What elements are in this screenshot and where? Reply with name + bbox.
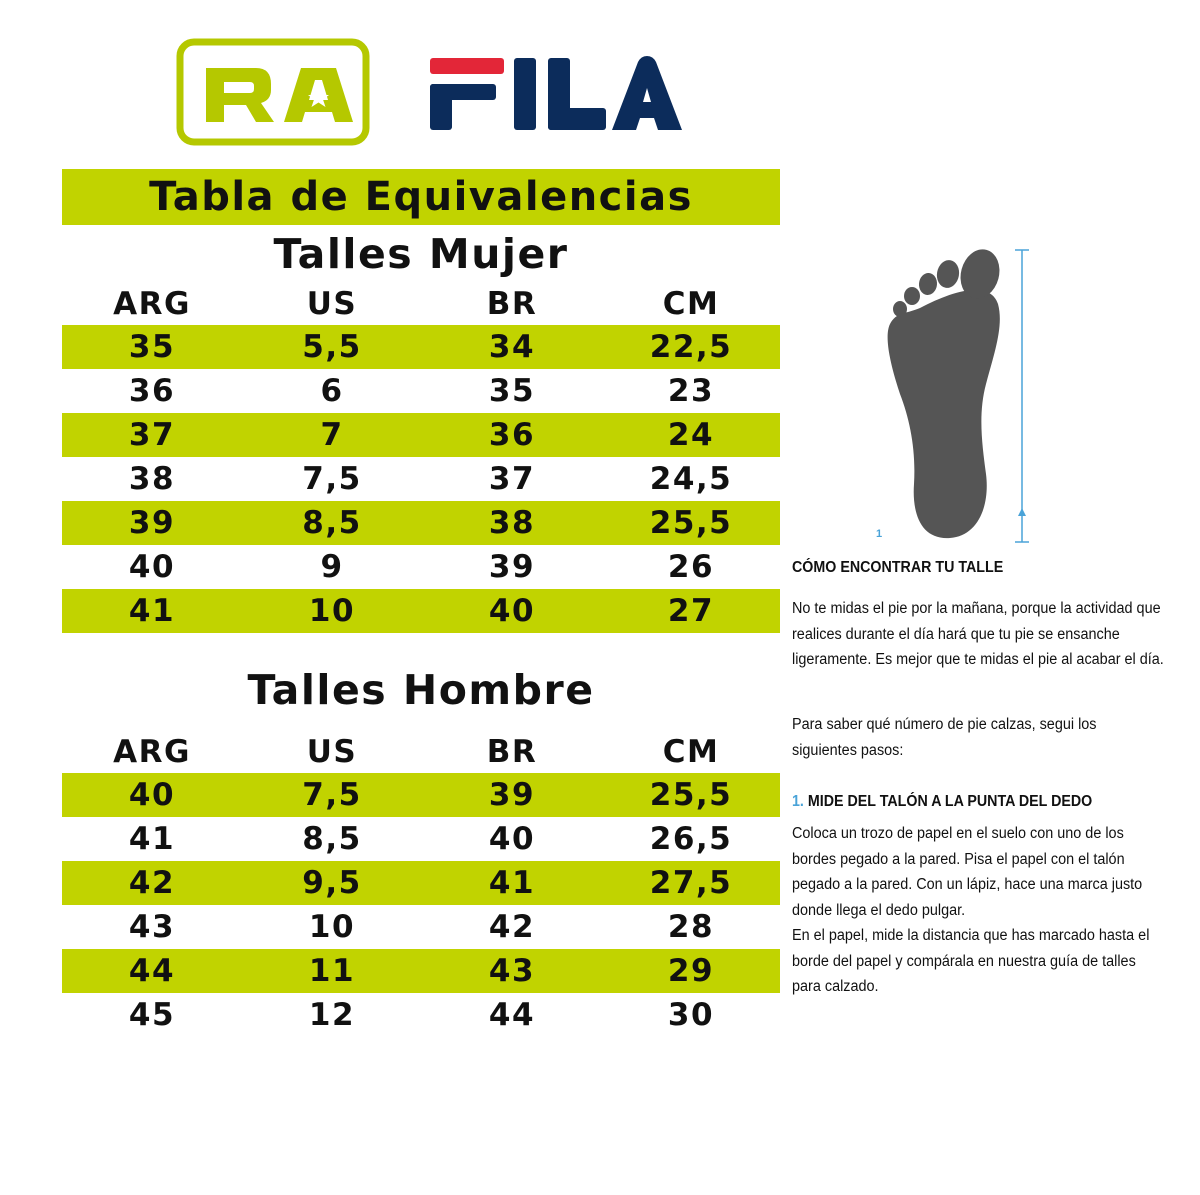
cell-arg: 41	[128, 821, 176, 857]
cell-cm: 24	[667, 417, 715, 453]
header-arg: ARG	[113, 286, 191, 322]
cell-us: 9	[320, 549, 344, 585]
cell-cm: 25,5	[649, 777, 733, 813]
table-row	[62, 325, 780, 369]
foot-marker-label: 1	[876, 528, 883, 540]
cell-arg: 38	[128, 461, 176, 497]
cell-us: 7,5	[302, 461, 362, 497]
cell-cm: 27,5	[649, 865, 733, 901]
step-title: MIDE DEL TALÓN A LA PUNTA DEL DEDO	[807, 793, 1093, 810]
cell-cm: 28	[667, 909, 715, 945]
table-row	[62, 905, 780, 949]
step-number: 1.	[792, 793, 804, 810]
cell-br: 38	[488, 505, 536, 541]
step-paragraph: Coloca un trozo de papel en el suelo con uno de los bordes pegado a la pared. Pisa el papel con el talón pegado a la pared. Con un lápiz, hace una marca justo donde llega el dedo pulgar.	[792, 825, 1143, 919]
cell-us: 7	[320, 417, 344, 453]
cell-us: 5,5	[302, 329, 362, 365]
cell-arg: 44	[128, 953, 176, 989]
table-header-row	[62, 283, 780, 325]
page-title: Tabla de Equivalencias	[149, 174, 693, 220]
cell-arg: 40	[128, 777, 176, 813]
cell-cm: 26	[667, 549, 715, 585]
step-1-heading	[792, 793, 1092, 811]
cell-br: 37	[488, 461, 536, 497]
cell-us: 10	[308, 909, 356, 945]
cell-br: 39	[488, 549, 536, 585]
cell-us: 11	[308, 953, 356, 989]
header-us: US	[306, 734, 358, 770]
table-row	[62, 545, 780, 589]
cell-br: 43	[488, 953, 536, 989]
table-row	[62, 817, 780, 861]
table-header-row	[62, 731, 780, 773]
cell-arg: 45	[128, 997, 176, 1033]
header-cm: CM	[662, 286, 720, 322]
cell-br: 42	[488, 909, 536, 945]
cell-br: 39	[488, 777, 536, 813]
intro-paragraph: No te midas el pie por la mañana, porque la actividad que realices durante el día hará que tu pie se ensanche ligeramente. Es mejor que te midas el pie al acabar el día.	[792, 600, 1164, 668]
table-row	[62, 949, 780, 993]
cell-us: 8,5	[302, 505, 362, 541]
fila-logo	[426, 52, 684, 134]
foot-sole-icon	[862, 244, 1042, 548]
cell-cm: 27	[667, 593, 715, 629]
table-row	[62, 413, 780, 457]
cell-us: 6	[320, 373, 344, 409]
cell-cm: 29	[667, 953, 715, 989]
steps-intro-paragraph: Para saber qué número de pie calzas, segui los siguientes pasos:	[792, 716, 1097, 759]
cell-arg: 36	[128, 373, 176, 409]
table-row	[62, 993, 780, 1037]
how-to-heading: CÓMO ENCONTRAR TU TALLE	[792, 559, 1004, 576]
cell-arg: 37	[128, 417, 176, 453]
cell-arg: 40	[128, 549, 176, 585]
women-size-table	[62, 283, 780, 633]
cell-br: 44	[488, 997, 536, 1033]
cell-us: 7,5	[302, 777, 362, 813]
cell-br: 34	[488, 329, 536, 365]
cell-br: 35	[488, 373, 536, 409]
cell-br: 40	[488, 593, 536, 629]
men-section-title: Talles Hombre	[247, 666, 595, 714]
title-band	[62, 169, 780, 225]
cell-cm: 22,5	[649, 329, 733, 365]
cell-arg: 39	[128, 505, 176, 541]
table-row	[62, 501, 780, 545]
cell-us: 9,5	[302, 865, 362, 901]
instructions-intro	[792, 596, 1164, 673]
women-section-title: Talles Mujer	[273, 230, 569, 278]
cell-us: 10	[308, 593, 356, 629]
table-row	[62, 773, 780, 817]
table-row	[62, 861, 780, 905]
cell-cm: 23	[667, 373, 715, 409]
cell-arg: 41	[128, 593, 176, 629]
step-paragraph: En el papel, mide la distancia que has marcado hasta el borde del papel y compárala en nuestra guía de talles para calzado.	[792, 927, 1150, 995]
cell-br: 41	[488, 865, 536, 901]
cell-arg: 43	[128, 909, 176, 945]
table-row	[62, 457, 780, 501]
cell-cm: 24,5	[649, 461, 733, 497]
header-us: US	[306, 286, 358, 322]
instructions-steps-intro	[792, 712, 1164, 763]
cell-br: 40	[488, 821, 536, 857]
header-br: BR	[486, 286, 538, 322]
cell-br: 36	[488, 417, 536, 453]
men-size-table	[62, 731, 780, 1037]
table-row	[62, 589, 780, 633]
cell-arg: 35	[128, 329, 176, 365]
cell-cm: 30	[667, 997, 715, 1033]
step-1-text	[792, 821, 1164, 1000]
ra-logo	[176, 38, 370, 146]
table-row	[62, 369, 780, 413]
header-cm: CM	[662, 734, 720, 770]
header-br: BR	[486, 734, 538, 770]
cell-us: 8,5	[302, 821, 362, 857]
cell-cm: 25,5	[649, 505, 733, 541]
cell-arg: 42	[128, 865, 176, 901]
cell-us: 12	[308, 997, 356, 1033]
cell-cm: 26,5	[649, 821, 733, 857]
header-arg: ARG	[113, 734, 191, 770]
